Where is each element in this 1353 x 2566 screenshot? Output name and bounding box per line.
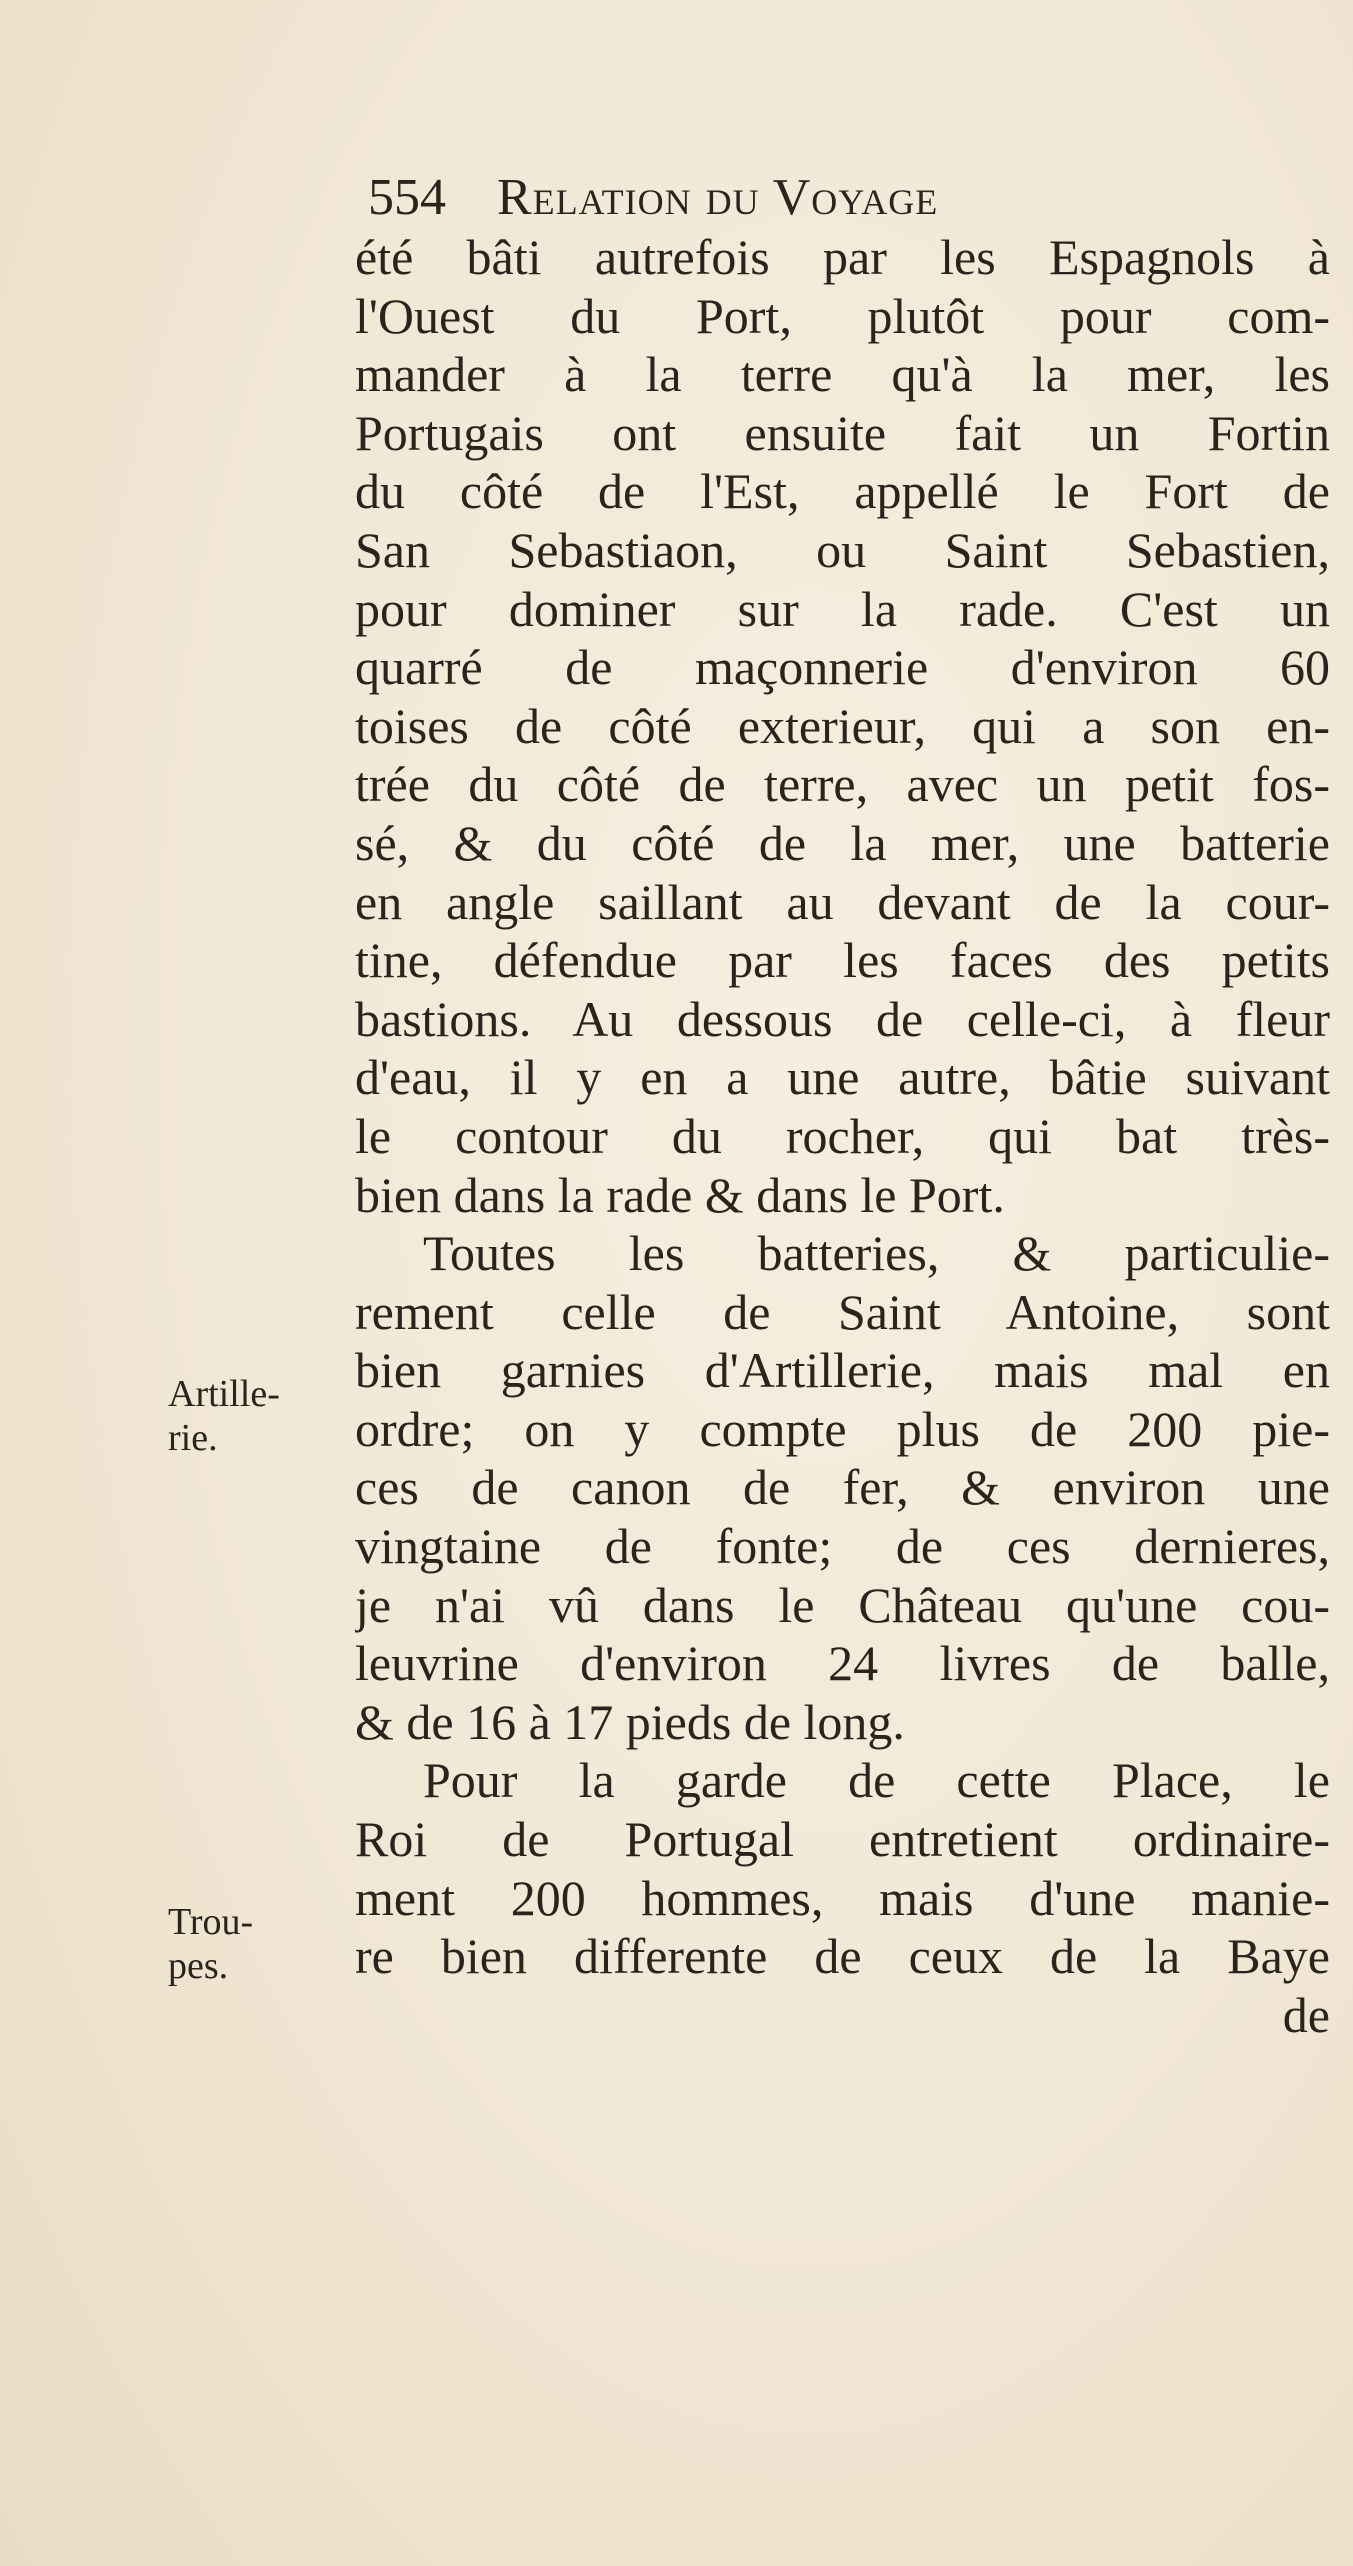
text-line: bastions. Au dessous de celle-ci, à fleur — [355, 990, 1330, 1047]
text-line: Portugais ont ensuite fait un Fortin — [355, 404, 1330, 461]
page-number: 554 — [368, 169, 446, 226]
margin-note-line: pes. — [168, 1945, 229, 1987]
text-line: vingtaine de fonte; de ces dernieres, — [355, 1518, 1330, 1575]
text-line: leuvrine d'environ 24 livres de balle, — [355, 1635, 1330, 1692]
text-line: pour dominer sur la rade. C'est un — [355, 580, 1330, 637]
body-text — [355, 228, 1330, 2044]
text-line: l'Ouest du Port, plutôt pour com- — [355, 287, 1330, 344]
text-line: re bien differente de ceux de la Baye — [355, 1928, 1330, 1985]
text-line: San Sebastiaon, ou Saint Sebastien, — [355, 521, 1330, 578]
text-line: ordre; on y compte plus de 200 pie- — [355, 1400, 1330, 1457]
text-line: Roi de Portugal entretient ordinaire- — [355, 1811, 1330, 1868]
text-line: du côté de l'Est, appellé le Fort de — [355, 463, 1330, 520]
margin-note-line: rie. — [168, 1417, 218, 1459]
text-line: & de 16 à 17 pieds de long. — [355, 1693, 905, 1750]
margin-note-troupes — [168, 1900, 348, 1988]
text-line: bien dans la rade & dans le Port. — [355, 1166, 1005, 1223]
text-line: d'eau, il y en a une autre, bâtie suivant — [355, 1049, 1330, 1106]
margin-note-line: Trou- — [168, 1901, 254, 1943]
margin-note-line: Artille- — [168, 1373, 280, 1415]
text-line: Toutes les batteries, & particulie- — [423, 1225, 1330, 1282]
text-line: sé, & du côté de la mer, une batterie — [355, 814, 1330, 871]
text-line: je n'ai vû dans le Château qu'une cou- — [355, 1576, 1330, 1633]
text-line: ces de canon de fer, & environ une — [355, 1459, 1330, 1516]
text-line: quarré de maçonnerie d'environ 60 — [355, 639, 1330, 696]
catchword: de — [1282, 1986, 1330, 2043]
text-line: bien garnies d'Artillerie, mais mal en — [355, 1342, 1330, 1399]
text-line: tine, défendue par les faces des petits — [355, 932, 1330, 989]
running-title: Relation du Voyage — [497, 169, 939, 226]
margin-note-artillerie — [168, 1372, 348, 1460]
text-line: toises de côté exterieur, qui a son en- — [355, 697, 1330, 754]
text-line: ment 200 hommes, mais d'une manie- — [355, 1869, 1330, 1926]
page-header — [368, 168, 1328, 228]
text-line: Pour la garde de cette Place, le — [423, 1752, 1330, 1809]
text-line: rement celle de Saint Antoine, sont — [355, 1283, 1330, 1340]
text-line: mander à la terre qu'à la mer, les — [355, 346, 1330, 403]
text-line: le contour du rocher, qui bat très- — [355, 1107, 1330, 1164]
text-line: trée du côté de terre, avec un petit fos- — [355, 756, 1330, 813]
text-line: été bâti autrefois par les Espagnols à — [355, 229, 1330, 285]
text-line: en angle saillant au devant de la cour- — [355, 873, 1330, 930]
